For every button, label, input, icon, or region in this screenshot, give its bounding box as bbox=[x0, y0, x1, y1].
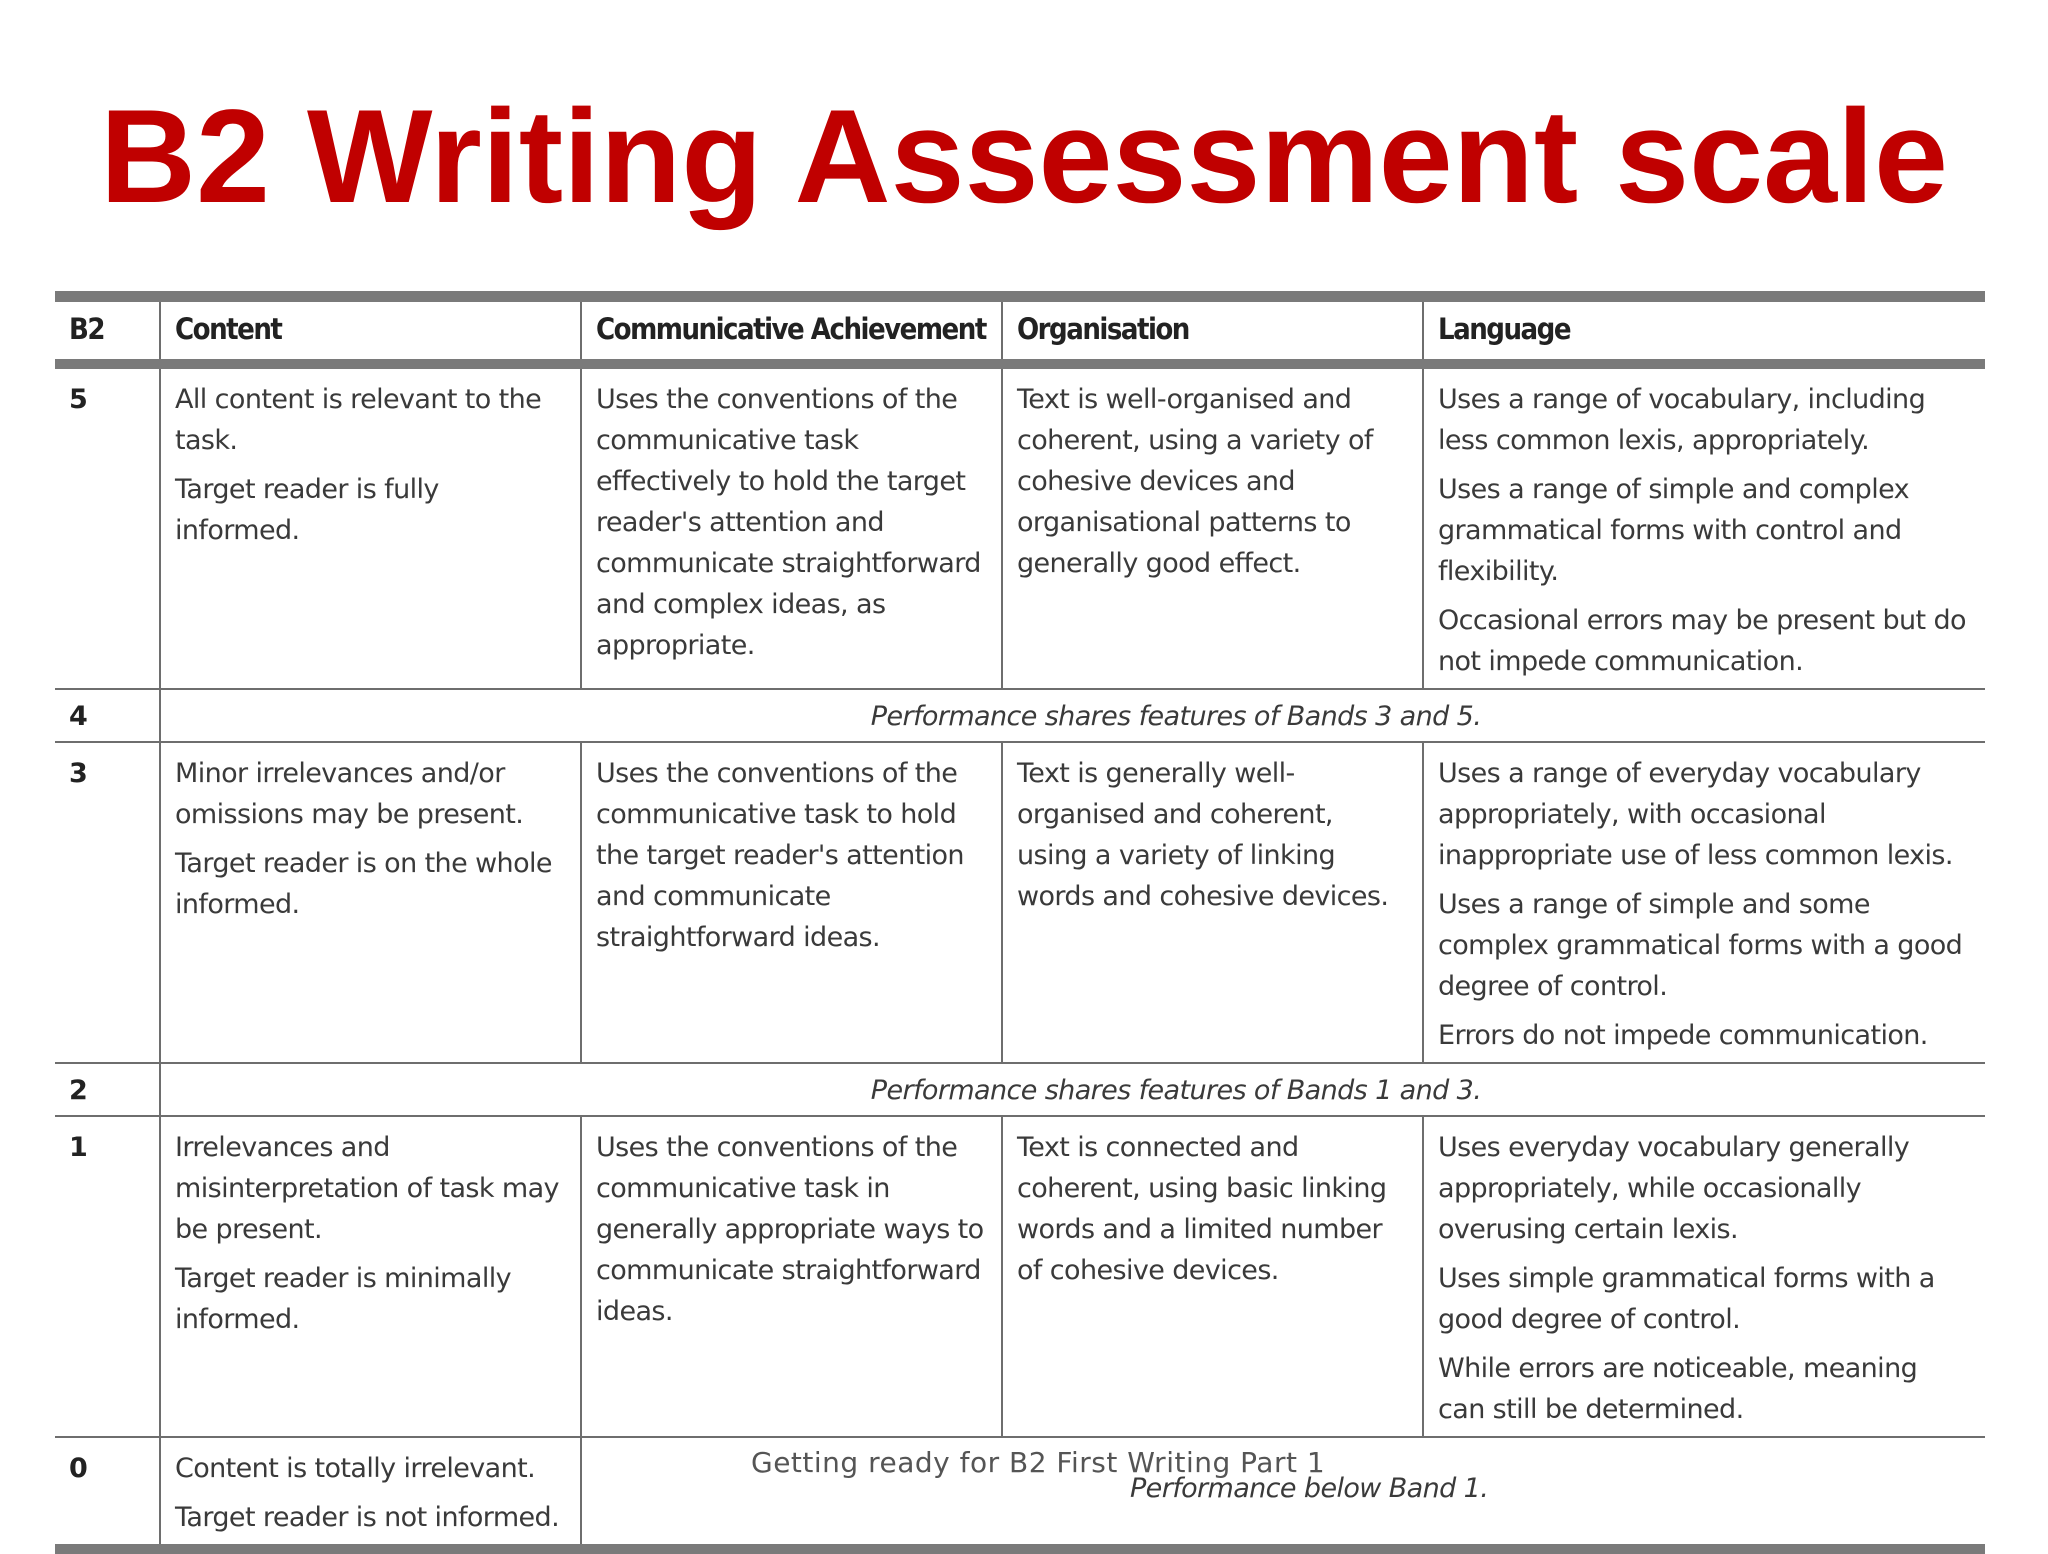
descriptor: Uses the conventions of the communicative task to hold the target reader's attention and communicate straightforward ideas. bbox=[596, 758, 964, 953]
descriptor: Target reader is minimally informed. bbox=[175, 1263, 512, 1335]
communicative-cell bbox=[581, 1116, 1002, 1437]
descriptor: Text is well-organised and coherent, using a variety of cohesive devices and organisational patterns to generally good effect. bbox=[1017, 384, 1373, 579]
descriptor: All content is relevant to the task. bbox=[175, 384, 542, 456]
descriptor: Uses a range of vocabulary, including less common lexis, appropriately. bbox=[1438, 384, 1926, 456]
header-organisation: Organisation bbox=[1002, 297, 1423, 365]
descriptor: Target reader is fully informed. bbox=[175, 474, 439, 546]
descriptor: While errors are noticeable, meaning can still be determined. bbox=[1438, 1353, 1918, 1425]
content-cell bbox=[160, 1116, 581, 1437]
language-cell bbox=[1423, 1116, 1985, 1437]
descriptor: Text is connected and coherent, using basic linking words and a limited number of cohesive devices. bbox=[1017, 1132, 1387, 1286]
organisation-cell bbox=[1002, 1116, 1423, 1437]
organisation-cell bbox=[1002, 742, 1423, 1063]
header-language: Language bbox=[1423, 297, 1985, 365]
language-cell bbox=[1423, 742, 1985, 1063]
slide-title: B2 Writing Assessment scale bbox=[100, 83, 1948, 231]
table-header-row bbox=[55, 297, 1985, 365]
shares-features-note: Performance shares features of Bands 3 and 5. bbox=[160, 689, 1985, 742]
descriptor: Uses the conventions of the communicative task effectively to hold the target reader's attention and communicate straightforward and complex ideas, as appropriate. bbox=[596, 384, 981, 661]
descriptor: Errors do not impede communication. bbox=[1438, 1020, 1928, 1051]
descriptor: Irrelevances and misinterpretation of task may be present. bbox=[175, 1132, 559, 1245]
descriptor: Uses the conventions of the communicative task in generally appropriate ways to communicate straightforward ideas. bbox=[596, 1132, 984, 1327]
descriptor: Uses everyday vocabulary generally appropriately, while occasionally overusing certain lexis. bbox=[1438, 1132, 1910, 1245]
descriptor: Target reader is on the whole informed. bbox=[175, 848, 552, 920]
band-number: 2 bbox=[69, 1075, 88, 1106]
table-row-band-5 bbox=[55, 364, 1985, 689]
organisation-cell bbox=[1002, 364, 1423, 689]
header-content: Content bbox=[160, 297, 581, 365]
band-number: 0 bbox=[69, 1453, 88, 1484]
descriptor: Content is totally irrelevant. bbox=[175, 1453, 536, 1484]
descriptor: Minor irrelevances and/or omissions may be present. bbox=[175, 758, 524, 830]
table-row-band-2 bbox=[55, 1063, 1985, 1116]
descriptor: Uses simple grammatical forms with a good degree of control. bbox=[1438, 1263, 1935, 1335]
header-band: B2 bbox=[69, 312, 105, 346]
content-cell bbox=[160, 364, 581, 689]
communicative-cell bbox=[581, 742, 1002, 1063]
band-number: 4 bbox=[69, 701, 88, 732]
shares-features-note: Performance shares features of Bands 1 and 3. bbox=[160, 1063, 1985, 1116]
descriptor: Uses a range of simple and some complex grammatical forms with a good degree of control. bbox=[1438, 889, 1963, 1002]
band-number: 3 bbox=[69, 758, 88, 789]
band-number: 1 bbox=[69, 1132, 88, 1163]
slide-footer: Getting ready for B2 First Writing Part 1 bbox=[751, 1446, 1326, 1479]
table-row-band-3 bbox=[55, 742, 1985, 1063]
descriptor: Occasional errors may be present but do not impede communication. bbox=[1438, 605, 1966, 677]
header-communicative-achievement: Communicative Achievement bbox=[581, 297, 1002, 365]
table-row-band-1 bbox=[55, 1116, 1985, 1437]
descriptor: Text is generally well-organised and coherent, using a variety of linking words and cohesive devices. bbox=[1017, 758, 1389, 912]
descriptor: Uses a range of simple and complex grammatical forms with control and flexibility. bbox=[1438, 474, 1910, 587]
below-band-note: Performance below Band 1. bbox=[1130, 1473, 1489, 1504]
content-cell bbox=[160, 1437, 581, 1549]
content-cell bbox=[160, 742, 581, 1063]
communicative-cell bbox=[581, 364, 1002, 689]
band-number: 5 bbox=[69, 384, 88, 415]
assessment-scale-table bbox=[55, 291, 1985, 1554]
table-row-band-4 bbox=[55, 689, 1985, 742]
descriptor: Uses a range of everyday vocabulary appropriately, with occasional inappropriate use of less common lexis. bbox=[1438, 758, 1953, 871]
language-cell bbox=[1423, 364, 1985, 689]
descriptor: Target reader is not informed. bbox=[175, 1502, 560, 1533]
